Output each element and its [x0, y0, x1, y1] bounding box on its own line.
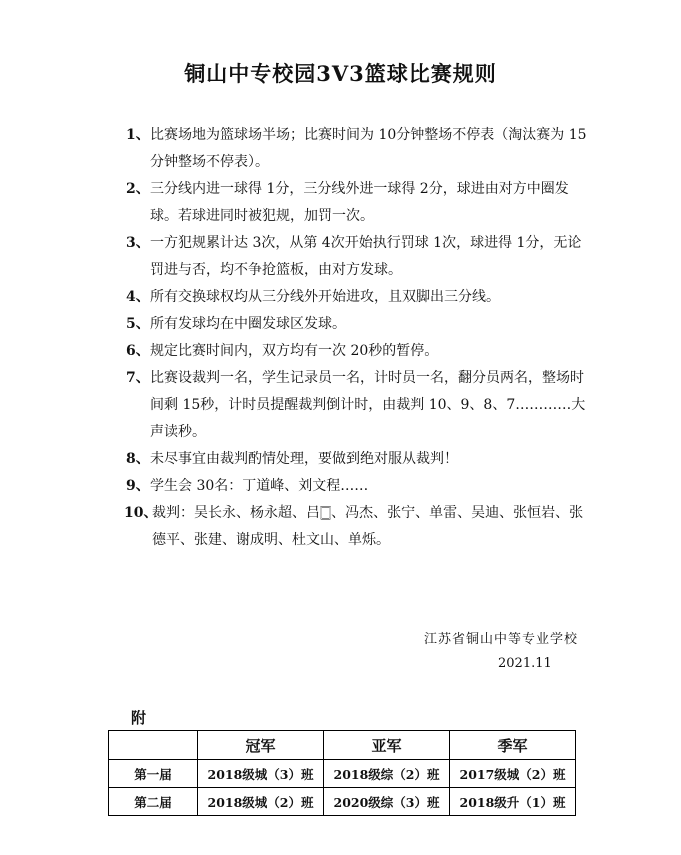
table-row [109, 788, 576, 816]
rule-number: 6、 [126, 343, 150, 359]
rule-text: 所有发球均在中圈发球区发球。 [150, 316, 346, 332]
rule-number: 1、 [126, 127, 150, 143]
rule-text: 比赛设裁判一名，学生记录员一名，计时员一名，翻分员两名，整场时间剩 15秒，计时员提醒裁判倒计时，由裁判 10、9、8、7…………大声读秒。 [150, 370, 586, 440]
honors-table [108, 730, 576, 816]
table-cell: 2018级城（2）班 [198, 788, 324, 816]
signature-school: 江苏省铜山中等专业学校 [424, 632, 579, 647]
rule-item [128, 176, 588, 230]
rules-list [124, 122, 588, 554]
rule-text: 三分线内进一球得 1分，三分线外进一球得 2分，球进由对方中圈发球。若球进同时被犯规，加罚一次。 [150, 181, 569, 224]
table-cell: 2018级综（2）班 [324, 760, 450, 788]
row-label: 第二届 [109, 788, 198, 816]
rule-number: 5、 [126, 316, 150, 332]
rule-number: 2、 [126, 181, 150, 197]
row-label: 第一届 [109, 760, 198, 788]
rule-item [124, 500, 588, 554]
rule-item [128, 473, 588, 500]
rule-number: 9、 [126, 478, 150, 494]
rule-number: 7、 [126, 370, 150, 386]
rule-item [128, 311, 588, 338]
table-cell: 2018级升（1）班 [450, 788, 576, 816]
signature-date: 2021.11 [498, 656, 552, 671]
rule-text: 未尽事宜由裁判酌情处理，要做到绝对服从裁判！ [150, 451, 458, 467]
table-cell: 2018级城（3）班 [198, 760, 324, 788]
rule-text: 学生会 30名：丁道峰、刘文程…… [150, 478, 369, 494]
rule-number: 8、 [126, 451, 150, 467]
header-third-place: 季军 [450, 731, 576, 760]
rule-number: 10、 [124, 505, 158, 521]
rule-number: 3、 [126, 235, 150, 251]
header-runner-up: 亚军 [324, 731, 450, 760]
rule-item [128, 230, 588, 284]
table-row [109, 760, 576, 788]
rule-text: 一方犯规累计达 3次，从第 4次开始执行罚球 1次，球进得 1分，无论罚进与否，均不争抢篮板，由对方发球。 [150, 235, 582, 278]
rule-item [128, 284, 588, 311]
rule-item [128, 338, 588, 365]
rule-number: 4、 [126, 289, 150, 305]
rule-text: 比赛场地为篮球场半场；比赛时间为 10分钟整场不停表（淘汰赛为 15分钟整场不停表）。 [150, 127, 587, 170]
table-cell: 2020级综（3）班 [324, 788, 450, 816]
document-title: 铜山中专校园3V3篮球比赛规则 [184, 61, 497, 86]
table-corner-cell [109, 731, 198, 760]
table-header-row [109, 731, 576, 760]
rule-item [128, 122, 588, 176]
rule-text: 裁判：吴长永、杨永超、吕🀆、冯杰、张宁、单雷、吴迪、张恒岩、张德平、张建、谢成明、杜文山、单烁。 [152, 505, 584, 548]
header-champion: 冠军 [198, 731, 324, 760]
appendix-label: 附 [131, 709, 147, 727]
rule-text: 所有交换球权均从三分线外开始进攻，且双脚出三分线。 [150, 289, 500, 305]
rule-item [128, 446, 588, 473]
rule-item [128, 365, 588, 446]
table-cell: 2017级城（2）班 [450, 760, 576, 788]
rule-text: 规定比赛时间内，双方均有一次 20秒的暂停。 [150, 343, 439, 359]
